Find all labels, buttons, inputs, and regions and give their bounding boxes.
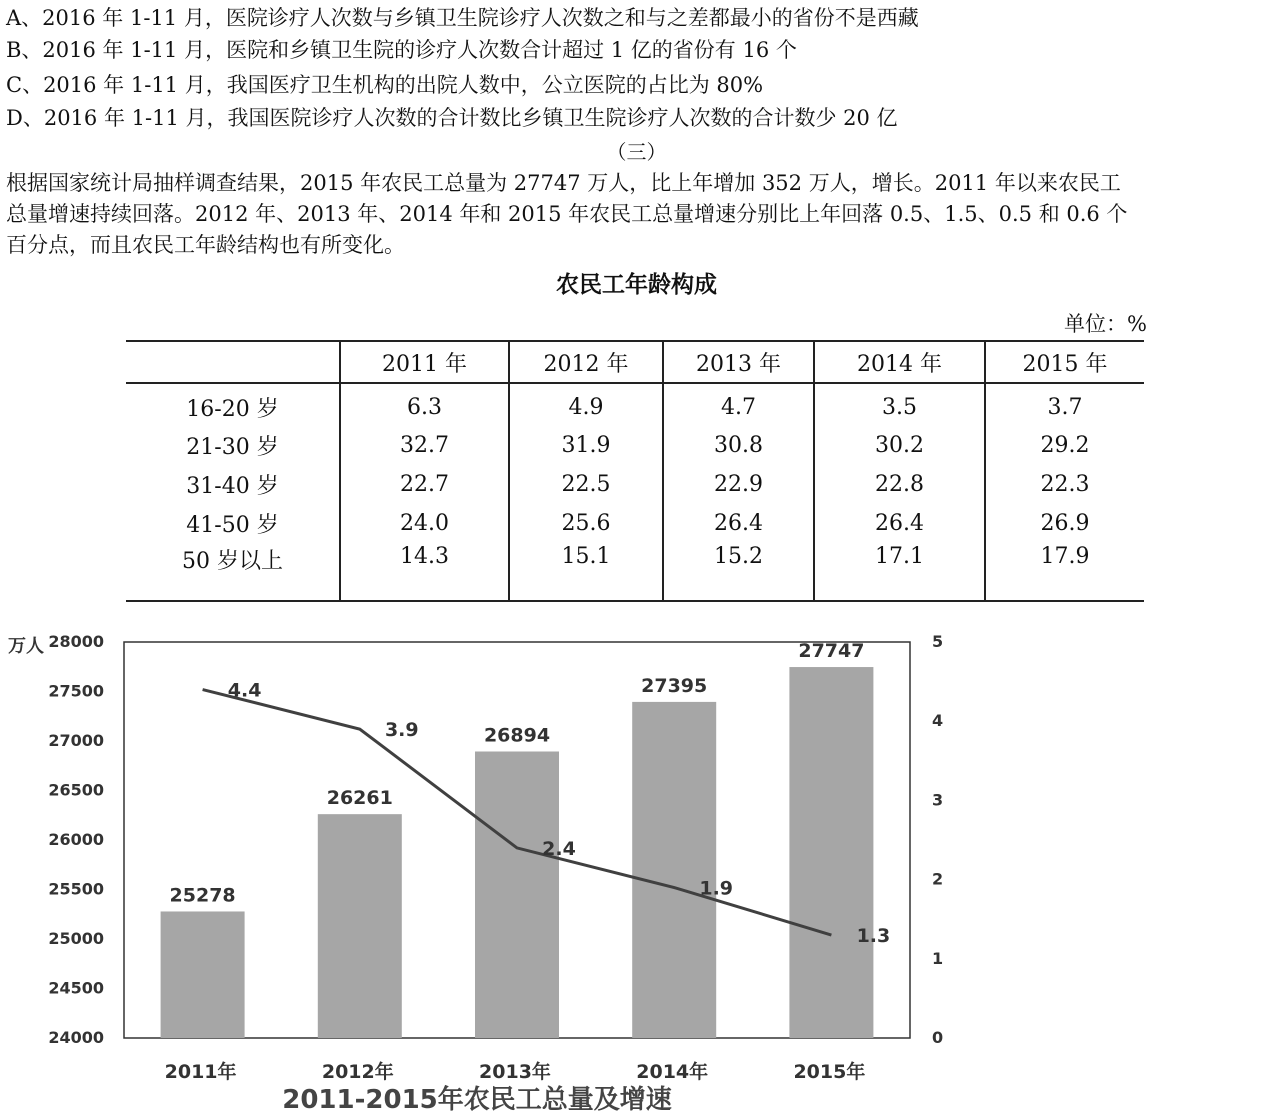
y-axis-tick-label: 27000	[48, 731, 104, 750]
column-header: 2014 年	[814, 341, 985, 383]
intro-line: 根据国家统计局抽样调查结果，2015 年农民工总量为 27747 万人，比上年增加 352 万人，增长。2011 年以来农民工	[6, 171, 1121, 195]
row-label: 31-40 岁	[186, 473, 279, 499]
y-axis-tick-label: 24500	[48, 978, 104, 998]
x-axis-tick-label: 2015年	[793, 1061, 866, 1083]
table-cell: 22.9	[663, 465, 814, 504]
column-header: 2013 年	[663, 341, 814, 383]
table-cell: 26.4	[663, 504, 814, 543]
table-cell: 29.2	[985, 427, 1144, 466]
y2-axis-tick-label: 1	[932, 948, 944, 968]
y2-axis-tick-label: 0	[932, 1028, 944, 1047]
table-cell: 4.9	[509, 383, 663, 427]
table-cell: 25.6	[509, 504, 663, 543]
x-axis-tick-label: 2011年	[164, 1061, 237, 1083]
table-cell: 26.9	[985, 504, 1144, 543]
line-data-label: 2.4	[542, 837, 576, 860]
table-row	[126, 383, 1144, 427]
column-header: 2011 年	[340, 341, 509, 383]
y-axis-tick-label: 26500	[48, 780, 104, 800]
y-axis-tick-label: 25000	[48, 929, 104, 948]
y-axis-tick-label: 28000	[48, 632, 104, 651]
table-cell: 32.7	[340, 427, 509, 466]
option-d: D、2016 年 1-11 月，我国医院诊疗人次数的合计数比乡镇卫生院诊疗人次数的合计数少 20 亿	[6, 106, 898, 130]
column-header	[126, 341, 340, 383]
option-c: C、2016 年 1-11 月，我国医疗卫生机构的出院人数中，公立医院的占比为 80%	[6, 73, 764, 97]
y2-axis-tick-label: 5	[932, 632, 944, 651]
table-cell: 30.8	[663, 427, 814, 466]
y-axis-tick-label: 24000	[48, 1028, 104, 1047]
table-cell: 17.9	[985, 542, 1144, 601]
x-axis-tick-label: 2013年	[479, 1061, 551, 1083]
row-label: 50 岁以上	[126, 542, 340, 601]
bar	[789, 667, 873, 1038]
y2-axis-tick-label: 2	[932, 869, 944, 889]
table-row	[126, 542, 1144, 601]
age-structure-table	[126, 340, 1144, 602]
y-axis-tick-label: 27500	[48, 681, 104, 701]
table-header-row	[126, 341, 1144, 383]
y2-axis-tick-label: 4	[932, 711, 944, 731]
table-cell: 30.2	[814, 427, 985, 466]
y-axis-label: 万人	[8, 636, 44, 657]
row-label: 21-30 岁	[186, 435, 279, 461]
column-header: 2015 年	[985, 341, 1144, 383]
option-a: A、2016 年 1-11 月，医院诊疗人次数与乡镇卫生院诊疗人次数之和与之差都最小的省份不是西藏	[6, 6, 919, 30]
line-data-label: 4.4	[227, 679, 262, 702]
intro-line: 总量增速持续回落。2012 年、2013 年、2014 年和 2015 年农民工总量增速分别比上年回落 0.5、1.5、0.5 和 0.6 个	[6, 202, 1128, 226]
table-cell: 15.2	[663, 542, 814, 601]
table-unit: 单位：%	[1064, 312, 1147, 336]
bar-data-label: 26261	[326, 787, 393, 810]
intro-line: 百分点，而且农民工年龄结构也有所变化。	[6, 233, 405, 257]
table-cell: 6.3	[340, 383, 509, 427]
y-axis-tick-label: 26000	[48, 830, 104, 849]
table-cell: 22.5	[509, 465, 663, 504]
row-label: 16-20 岁	[186, 396, 279, 422]
table-row	[126, 465, 1144, 504]
table-cell: 31.9	[509, 427, 663, 466]
table-row	[126, 504, 1144, 543]
section-heading: （三）	[606, 140, 667, 164]
bar-data-label: 26894	[483, 724, 551, 747]
table-row	[126, 427, 1144, 466]
table-cell: 15.1	[509, 542, 663, 601]
table-title: 农民工年龄构成	[556, 272, 717, 298]
bar	[475, 751, 559, 1038]
x-axis-tick-label: 2012年	[321, 1061, 394, 1083]
table-cell: 24.0	[340, 504, 509, 543]
line-data-label: 1.9	[699, 877, 734, 900]
table-cell: 26.4	[814, 504, 985, 543]
row-label: 41-50 岁	[186, 512, 279, 538]
table-cell: 22.3	[985, 465, 1144, 504]
column-header: 2012 年	[509, 341, 663, 383]
table-cell: 22.8	[814, 465, 985, 504]
bar	[318, 814, 402, 1038]
table-cell: 17.1	[814, 542, 985, 601]
bar-data-label: 25278	[169, 884, 236, 907]
bar	[161, 911, 245, 1038]
migrant-workers-chart	[0, 622, 1000, 1118]
bar-data-label: 27747	[798, 640, 865, 663]
intro-paragraph	[6, 168, 1268, 261]
x-axis-tick-label: 2014年	[636, 1061, 709, 1083]
line-data-label: 3.9	[384, 719, 419, 742]
bar-data-label: 27395	[641, 674, 708, 697]
chart-title: 2011-2015年农民工总量及增速	[282, 1085, 672, 1115]
table-cell: 22.7	[340, 465, 509, 504]
option-b: B、2016 年 1-11 月，医院和乡镇卫生院的诊疗人次数合计超过 1 亿的省份有 16 个	[6, 38, 797, 62]
table-cell: 3.7	[985, 383, 1144, 427]
line-data-label: 1.3	[856, 925, 891, 948]
table-cell: 3.5	[814, 383, 985, 427]
y2-axis-tick-label: 3	[932, 790, 944, 810]
table-cell: 14.3	[340, 542, 509, 601]
table-cell: 4.7	[663, 383, 814, 427]
y-axis-tick-label: 25500	[48, 879, 104, 899]
bar	[632, 702, 716, 1038]
